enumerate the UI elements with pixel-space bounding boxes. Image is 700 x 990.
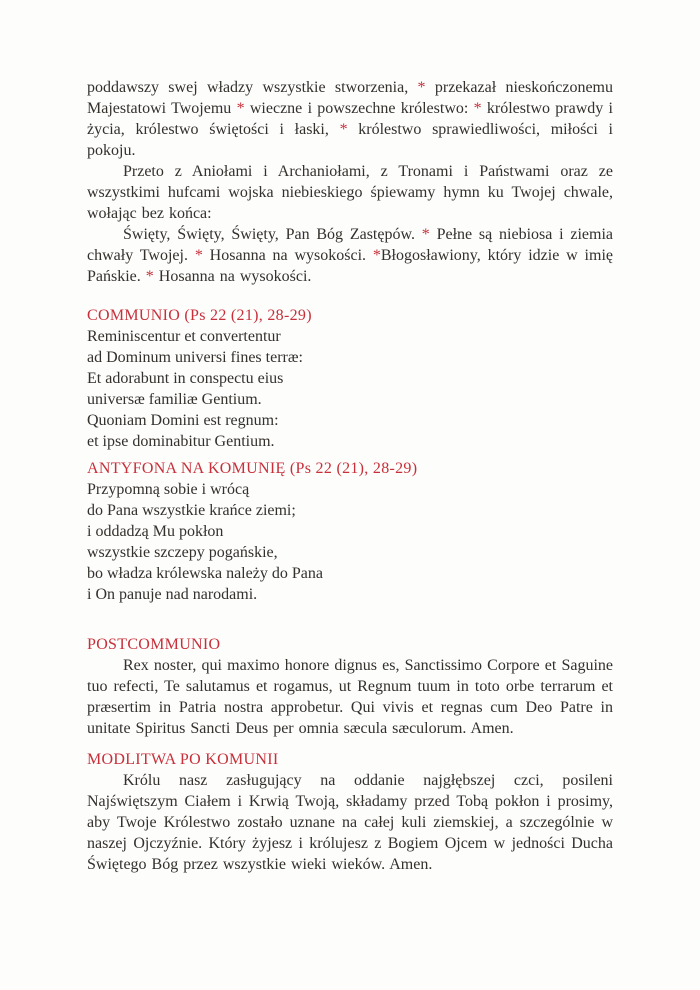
red-asterisk: * [372,247,381,264]
page-content [87,77,613,875]
communio-heading: COMMUNIO (Ps 22 (21), 28-29) [87,307,312,324]
red-asterisk: * [339,121,348,138]
modlitwa-po-komunii-paragraph: Królu nasz zasługujący na oddanie najgłębszej czci, posileni Najświętszym Ciałem i Krwią Twoją, składamy przed Tobą pokłon i prosimy, aby Twoje Królestwo zostało uznane na całej kuli ziemskiej, a szczególnie w naszej Ojczyźnie. Który żyjesz i królujesz z Bogiem Ojcem w jedności Ducha Świętego Bóg przez wszystkie wieki wieków. Amen. [87,772,613,873]
postcommunio-paragraph: Rex noster, qui maximo honore dignus es, Sanctissimo Corpore et Saguine tuo refecti, Te salutamus et rogamus, ut Regnum tuum in toto orbe terrarum et præsertim in Patria nostra approbetur. Qui vivis et regnas cum Deo Patre in unitate Spiritus Sancti Deus per omnia sæcula sæculorum. Amen. [87,657,613,737]
red-asterisk: * [145,268,154,285]
sanctus-paragraph: Święty, Święty, Święty, Pan Bóg Zastępów. * Pełne są niebiosa i ziemia chwały Twojej. * Hosanna na wysokości. *Błogosławiony, który idzie w imię Pańskie. * Hosanna na wysokości. [87,226,613,285]
red-asterisk: * [236,100,245,117]
red-asterisk: * [421,226,430,243]
preface-continuation-paragraph: poddawszy swej władzy wszystkie stworzenia, * przekazał nieskończonemu Majestatowi Twojemu * wieczne i powszechne królestwo: * królestwo prawdy i życia, królestwo świętości i łaski, * królestwo sprawiedliwości, miłości i pokoju. [87,79,613,159]
preface-przeto-paragraph: Przeto z Aniołami i Archaniołami, z Tronami i Państwami oraz ze wszystkimi hufcami wojska niebieskiego śpiewamy hymn ku Twojej chwale, wołając bez końca: [87,163,613,222]
antyfona-na-komunie-heading: ANTYFONA NA KOMUNIĘ (Ps 22 (21), 28-29) [87,460,418,477]
communio-verse: Reminiscentur et convertentur ad Dominum universi fines terræ: Et adorabunt in conspectu eius universæ familiæ Gentium. Quoniam Domini est regnum: et ipse dominabitur Gentium. [87,328,303,450]
antyfona-na-komunie-verse: Przypomną sobie i wrócą do Pana wszystkie krańce ziemi; i oddadzą Mu pokłon wszystkie szczepy pogańskie, bo władza królewska należy do Pana i On panuje nad narodami. [87,481,323,603]
red-asterisk: * [417,79,426,96]
modlitwa-po-komunii-heading: MODLITWA PO KOMUNII [87,751,279,768]
red-asterisk: * [473,100,482,117]
postcommunio-heading: POSTCOMMUNIO [87,636,221,653]
red-asterisk: * [194,247,203,264]
